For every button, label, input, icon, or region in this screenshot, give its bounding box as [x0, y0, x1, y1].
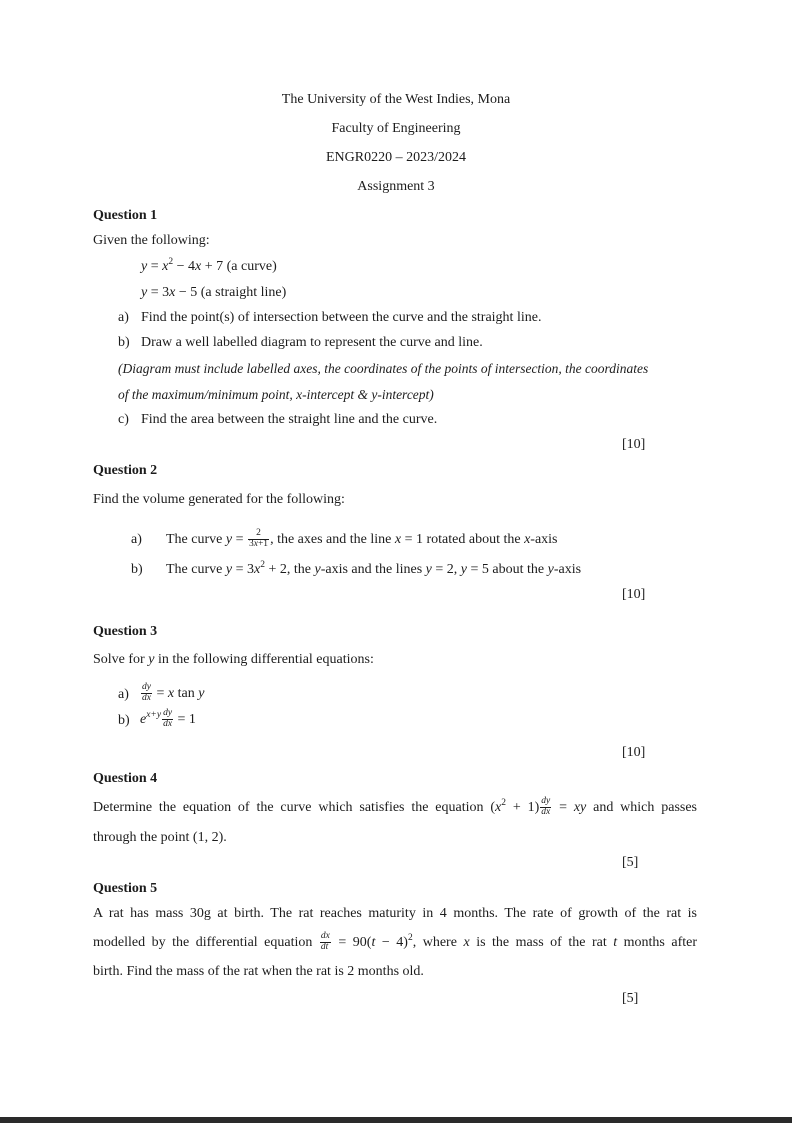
q2-a-text1: The curve — [166, 532, 223, 547]
university-name: The University of the West Indies, Mona — [281, 92, 511, 107]
q2-a-fraction: $\frac{2}{3x+1}$ — [248, 528, 269, 550]
question-2-title: Question 2 — [93, 463, 158, 478]
q3-marks: [10] — [622, 745, 646, 760]
question-3-intro: Solve for y in the following differential equations: — [93, 652, 374, 667]
question-4-title: Question 4 — [93, 771, 158, 786]
q2-marks: [10] — [622, 587, 646, 602]
q1-part-a-text: Find the point(s) of intersection between the curve and the straight line. — [141, 310, 542, 325]
q2-a-text2: , the axes and the line — [270, 532, 392, 547]
line-equation-note: (a straight line) — [200, 285, 287, 300]
q1-part-b-text: Draw a well labelled diagram to represent the curve and line. — [141, 335, 483, 350]
q5-line2-part2: , where — [412, 935, 457, 950]
question-3-title: Question 3 — [93, 624, 158, 639]
q3-intro-part1: Solve for — [93, 652, 145, 667]
q4-line2: through the point (1, 2). — [93, 830, 227, 845]
assignment-title: Assignment 3 — [357, 179, 435, 194]
q5-marks: [5] — [622, 991, 639, 1006]
question-2-intro: Find the volume generated for the following: — [93, 492, 345, 507]
question-1-intro: Given the following: — [93, 233, 210, 248]
faculty-name: Faculty of Engineering — [331, 121, 461, 136]
q3-part-a-equation: $\frac{dy}{dx}$ = x tan y — [142, 682, 205, 704]
q2-b-text3: -axis and the lines — [320, 562, 423, 577]
q2-b-text2: , the — [286, 562, 311, 577]
question-1-title: Question 1 — [93, 208, 158, 223]
q2-b-text4: about the — [492, 562, 545, 577]
q2-part-b-label: b) — [131, 562, 143, 577]
q1-part-c-text: Find the area between the straight line and the curve. — [141, 412, 438, 427]
q2-part-b-text: The curve $y = 3x^2 + 2$, the y-axis and the lines y = 2, y = 5 about the y-axis — [166, 560, 582, 577]
q5-line2: modelled by the differential equation $\frac{dx}{dt}$ = $90(t - 4)^2$, where x is the mass of the rat t months after — [93, 931, 698, 953]
q3-part-b-label: b) — [118, 713, 130, 728]
q2-a-text4: -axis — [530, 532, 558, 547]
q1-part-a-label: a) — [118, 310, 129, 325]
curve-equation: $y = x^2 - 4x + 7$ (a curve) — [141, 257, 277, 274]
q4-marks: [5] — [622, 855, 639, 870]
q2-part-a-text: The curve y = $\frac{2}{3x+1}$ , the axes and the line x = 1 rotated about the x-axis — [166, 528, 558, 550]
q4-line1-part1: Determine the equation of the curve which satisfies the equation — [93, 800, 484, 815]
q2-a-text3: rotated about the — [426, 532, 521, 547]
q5-line2-part1: modelled by the differential equation — [93, 935, 313, 950]
q5-line3: birth. Find the mass of the rat when the rat is 2 months old. — [93, 964, 424, 979]
q4-line1: Determine the equation of the curve which satisfies the equation $(x^2 + 1)$ $\frac{dy}{dx}$ = xy and which passes — [93, 796, 698, 818]
q1-part-c-label: c) — [118, 412, 129, 427]
q2-b-text5: -axis — [553, 562, 582, 577]
q1-diagram-note-line2: of the maximum/minimum point, x-intercept & y-intercept) — [118, 387, 434, 402]
q3-part-a-label: a) — [118, 687, 129, 702]
q1-part-b-label: b) — [118, 335, 130, 350]
page-bottom-edge — [0, 1117, 792, 1123]
q1-diagram-note-line1: (Diagram must include labelled axes, the coordinates of the points of intersection, the coordinates — [118, 361, 649, 376]
q3-part-b-equation: $e^{x+y}$ $\frac{dy}{dx}$ = 1 — [140, 708, 196, 730]
q2-part-a-label: a) — [131, 532, 142, 547]
q4-line1-part2: and which passes — [593, 800, 698, 815]
curve-equation-note: (a curve) — [226, 259, 277, 274]
q3-intro-part2: in the following differential equations: — [157, 652, 374, 667]
q2-b-text1: The curve — [166, 562, 223, 577]
line-equation: y = 3x − 5 (a straight line) — [141, 285, 287, 300]
q5-line2-part4: months after — [623, 935, 698, 950]
course-code: ENGR0220 – 2023/2024 — [326, 150, 466, 165]
q5-line1: A rat has mass 30g at birth. The rat reaches maturity in 4 months. The rate of growth of the rat is — [93, 906, 697, 921]
q5-line2-part3: is the mass of the rat — [476, 935, 607, 950]
question-5-title: Question 5 — [93, 881, 158, 896]
q1-marks: [10] — [622, 437, 646, 452]
